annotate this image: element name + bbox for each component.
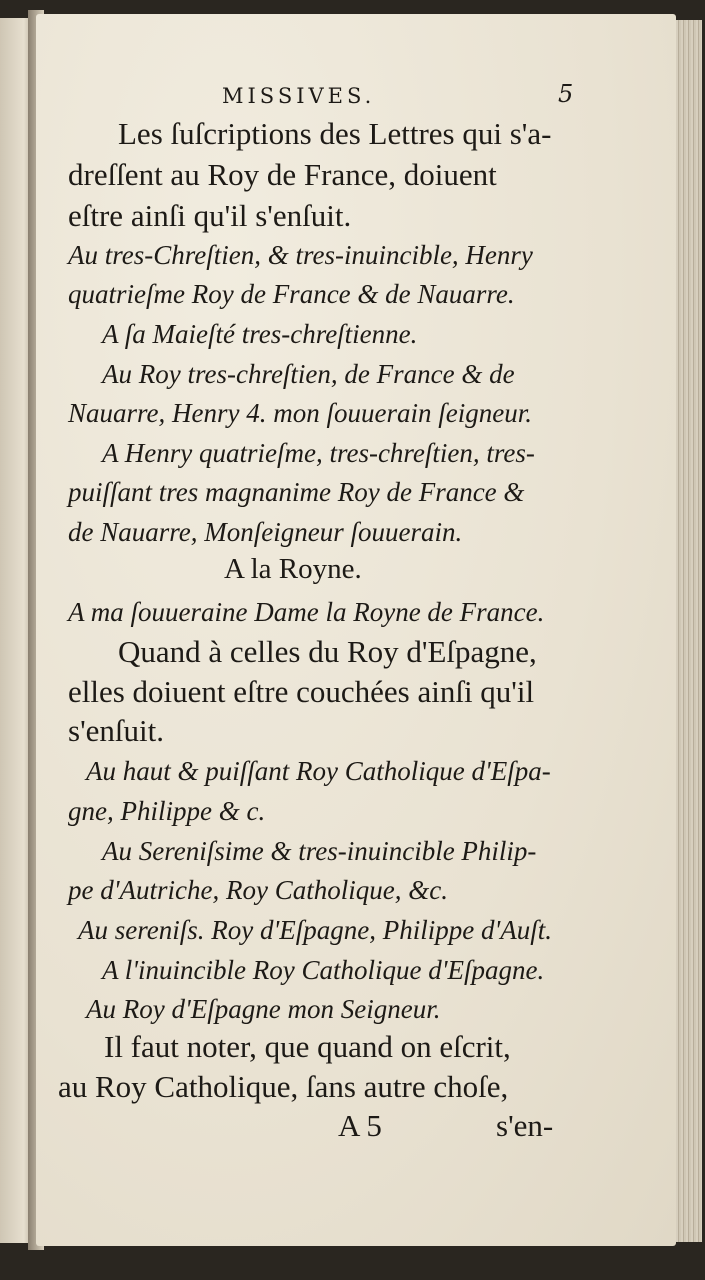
text-line: Au Sereniſsime & tres-inuincible Philip- — [102, 836, 537, 866]
catchword: s'en- — [496, 1108, 554, 1143]
text-line: dreſſent au Roy de France, doiuent — [68, 157, 497, 192]
text-line: A Henry quatrieſme, tres-chreſtien, tres- — [102, 438, 535, 468]
text-line: de Nauarre, Monſeigneur ſouuerain. — [68, 517, 463, 547]
text-line: elles doiuent eſtre couchées ainſi qu'il — [68, 674, 535, 709]
book-page — [36, 14, 676, 1246]
text-line: Il faut noter, que quand on eſcrit, — [104, 1029, 511, 1064]
text-line: puiſſant tres magnanime Roy de France & — [68, 477, 525, 507]
text-line: gne, Philippe & c. — [68, 796, 266, 826]
text-line: eſtre ainſi qu'il s'enſuit. — [68, 198, 352, 233]
text-line: Nauarre, Henry 4. mon ſouuerain ſeigneur. — [68, 398, 532, 428]
text-line: s'enſuit. — [68, 713, 164, 748]
page-number: 5 — [558, 80, 578, 108]
text-line: A ſa Maieſté tres-chreſtienne. — [102, 319, 418, 349]
text-line: Quand à celles du Roy d'Eſpagne, — [118, 634, 537, 669]
page-block-edges — [676, 20, 702, 1242]
text-line: A ma ſouueraine Dame la Royne de France. — [68, 597, 545, 627]
section-heading: A la Royne. — [224, 553, 362, 585]
signature-mark: A 5 — [338, 1108, 382, 1143]
running-title: MISSIVES. — [222, 84, 376, 108]
text-line: Au Roy tres-chreſtien, de France & de — [102, 359, 515, 389]
text-line: Au sereniſs. Roy d'Eſpagne, Philippe d'Auſt. — [78, 915, 552, 945]
text-line: Au tres-Chreſtien, & tres-inuincible, Henry — [68, 240, 533, 270]
text-line: quatrieſme Roy de France & de Nauarre. — [68, 279, 515, 309]
text-line: au Roy Catholique, ſans autre choſe, — [58, 1069, 509, 1104]
text-line: Les ſuſcriptions des Lettres qui s'a- — [118, 116, 552, 151]
text-line: Au haut & puiſſant Roy Catholique d'Eſpa- — [86, 756, 551, 786]
text-line: Au Roy d'Eſpagne mon Seigneur. — [86, 994, 441, 1024]
text-line: A l'inuincible Roy Catholique d'Eſpagne. — [102, 955, 545, 985]
text-line: pe d'Autriche, Roy Catholique, &c. — [68, 875, 448, 905]
